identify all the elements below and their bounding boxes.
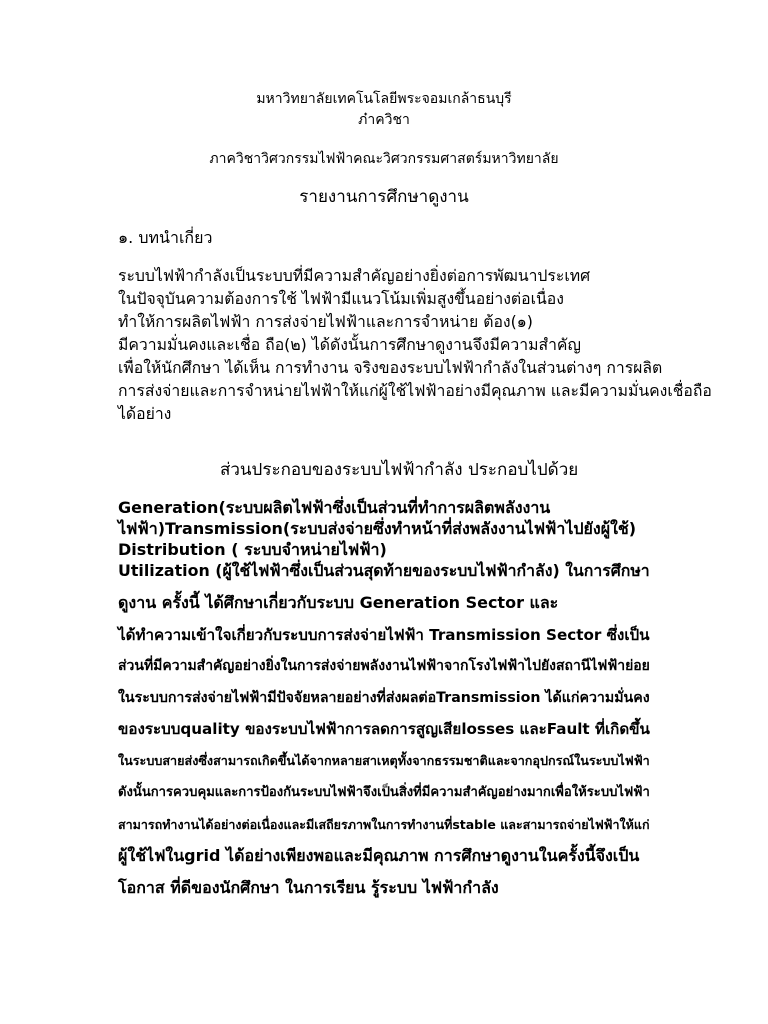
distribution-term: Distribution bbox=[118, 540, 226, 559]
body-line-8 bbox=[118, 815, 650, 835]
intro-line: ระบบไฟฟ้ากำลังเป็นระบบที่มีความสำคัญอย่างยิ่งต่อการพัฒนาประเทศ bbox=[118, 266, 591, 285]
body-text: ดูงาน ครั้งนี้ ได้ศึกษาเกี่ยวกับระบบ bbox=[118, 593, 354, 612]
body-line-7: ดังนั้นการควบคุมและการป้องกันระบบไฟฟ้าจึงเป็นสิ่งที่มีความสำคัญอย่างมากเพื่อให้ระบบไฟฟ้า bbox=[118, 785, 650, 800]
intro-line: เพื่อให้นักศึกษา ได้เห็น การทำงาน จริงของระบบไฟฟ้ากำลังในส่วนต่างๆ การผลิต bbox=[118, 358, 663, 377]
transmission-line bbox=[118, 519, 636, 539]
generation-line bbox=[118, 498, 550, 518]
generation-desc-cont: ไฟฟ้า) bbox=[118, 519, 165, 538]
body-text: และสามารถจ่ายไฟฟ้าให้แก่ bbox=[500, 817, 650, 832]
term-losses: losses bbox=[461, 720, 515, 738]
transmission-term: Transmission bbox=[165, 519, 283, 538]
header-department: ภาควิชาวิศวกรรมไฟฟ้าคณะวิศวกรรมศาสตร์มหาวิทยาลัย bbox=[209, 151, 559, 167]
body-line-10: โอกาส ที่ดีของนักศึกษา ในการเรียน รู้ระบบ ไฟฟ้ากำลัง bbox=[118, 878, 499, 897]
body-line-3: ส่วนที่มีความสำคัญอย่างยิ่งในการส่งจ่ายพลังงานไฟฟ้าจากโรงไฟฟ้าไปยังสถานีไฟฟ้าย่อย bbox=[118, 658, 650, 674]
body-line-9 bbox=[118, 846, 639, 866]
term-grid: grid bbox=[184, 846, 221, 865]
body-text: ได้ทำความเข้าใจเกี่ยวกับระบบการส่งจ่ายไฟฟ้า bbox=[118, 626, 424, 644]
generation-desc: (ระบบผลิตไฟฟ้าซึ่งเป็นส่วนที่ทำการผลิตพลังงาน bbox=[218, 498, 551, 517]
body-text: ที่เกิดขึ้น bbox=[594, 720, 650, 738]
intro-line: ในปัจจุบันความต้องการใช้ ไฟฟ้ามีแนวโน้มเพิ่มสูงขึ้นอย่างต่อเนื่อง bbox=[118, 289, 564, 308]
body-text: ผู้ใช้ไฟใน bbox=[118, 846, 185, 865]
term-transmission-sector: Transmission Sector bbox=[429, 626, 602, 644]
body-text: ได้แก่ความมั่นคง bbox=[545, 690, 650, 706]
body-line-5 bbox=[118, 719, 650, 739]
body-text: ได้อย่างเพียงพอและมีคุณภาพ การศึกษาดูงานในครั้งนี้จึงเป็น bbox=[220, 846, 640, 865]
utilization-term: Utilization bbox=[118, 561, 210, 580]
page-title: รายงานการศึกษาดูงาน bbox=[299, 187, 469, 207]
intro-line: ทำให้การผลิตไฟฟ้า การส่งจ่ายไฟฟ้าและการจำหน่าย ต้อง(๑) bbox=[118, 312, 533, 331]
body-text: และ bbox=[529, 593, 559, 612]
distribution-desc: ( ระบบจำหน่ายไฟฟ้า) bbox=[225, 540, 387, 559]
body-text: ของระบบไฟฟ้าการลดการสูญเสีย bbox=[245, 720, 462, 738]
generation-term: Generation bbox=[118, 498, 219, 517]
body-text: และ bbox=[519, 720, 547, 738]
distribution-line bbox=[118, 540, 387, 560]
body-line-4 bbox=[118, 688, 650, 708]
utilization-desc: (ผู้ใช้ไฟฟ้าซึ่งเป็นส่วนสุดท้ายของระบบไฟฟ้ากำลัง) bbox=[209, 561, 560, 580]
header-university: มหาวิทยาลัยเทคโนโลยีพระจอมเกล้าธนบุรี bbox=[256, 91, 512, 107]
term-stable: stable bbox=[452, 817, 496, 832]
header-subtitle: ภ๋าควิชา bbox=[358, 112, 410, 128]
body-text: ซึ่งเป็น bbox=[606, 626, 650, 644]
term-fault: Fault bbox=[546, 720, 590, 738]
intro-line: การส่งจ่ายและการจำหน่ายไฟฟ้าให้แก่ผู้ใช้ไฟฟ้าอย่างมีคุณภาพ และมีความมั่นคงเชื่อถือ bbox=[118, 381, 712, 400]
section-heading-intro: ๑. บทนำเกี่ยว bbox=[118, 228, 213, 247]
body-text: ในระบบการส่งจ่ายไฟฟ้ามีปัจจัยหลายอย่างที่ส่งผลต่อ bbox=[118, 690, 437, 706]
body-line-1 bbox=[118, 593, 558, 613]
term-generation-sector: Generation Sector bbox=[359, 593, 524, 612]
utilization-tail: ในการศึกษา bbox=[559, 561, 650, 580]
term-quality: quality bbox=[180, 720, 240, 738]
body-line-2 bbox=[118, 625, 650, 645]
intro-line: มีความมั่นคงและเชื่อ ถือ(๒) ได้ดังนั้นการศึกษาดูงานจึงมีความสำคัญ bbox=[118, 335, 581, 354]
section-heading-components: ส่วนประกอบของระบบไฟฟ้ากำลัง ประกอบไปด้วย bbox=[220, 460, 579, 480]
intro-line: ได้อย่าง bbox=[118, 404, 172, 423]
term-transmission: Transmission bbox=[436, 690, 541, 706]
intro-paragraph bbox=[118, 264, 712, 425]
body-text: สามารถทำงานได้อย่างต่อเนื่องและมีเสถียรภาพในการทำงานที่ bbox=[118, 817, 453, 832]
body-line-6: ในระบบสายส่งซึ่งสามารถเกิดขึ้นได้จากหลายสาเหตุทั้งจากธรรมชาติและจากอุปกรณ์ในระบบไฟฟ้า bbox=[118, 753, 650, 768]
transmission-desc: (ระบบส่งจ่ายซึ่งทำหน้าที่ส่งพลังงานไฟฟ้าไปยังผู้ใช้) bbox=[282, 519, 637, 538]
body-text: ของระบบ bbox=[118, 720, 181, 738]
utilization-line bbox=[118, 561, 650, 581]
